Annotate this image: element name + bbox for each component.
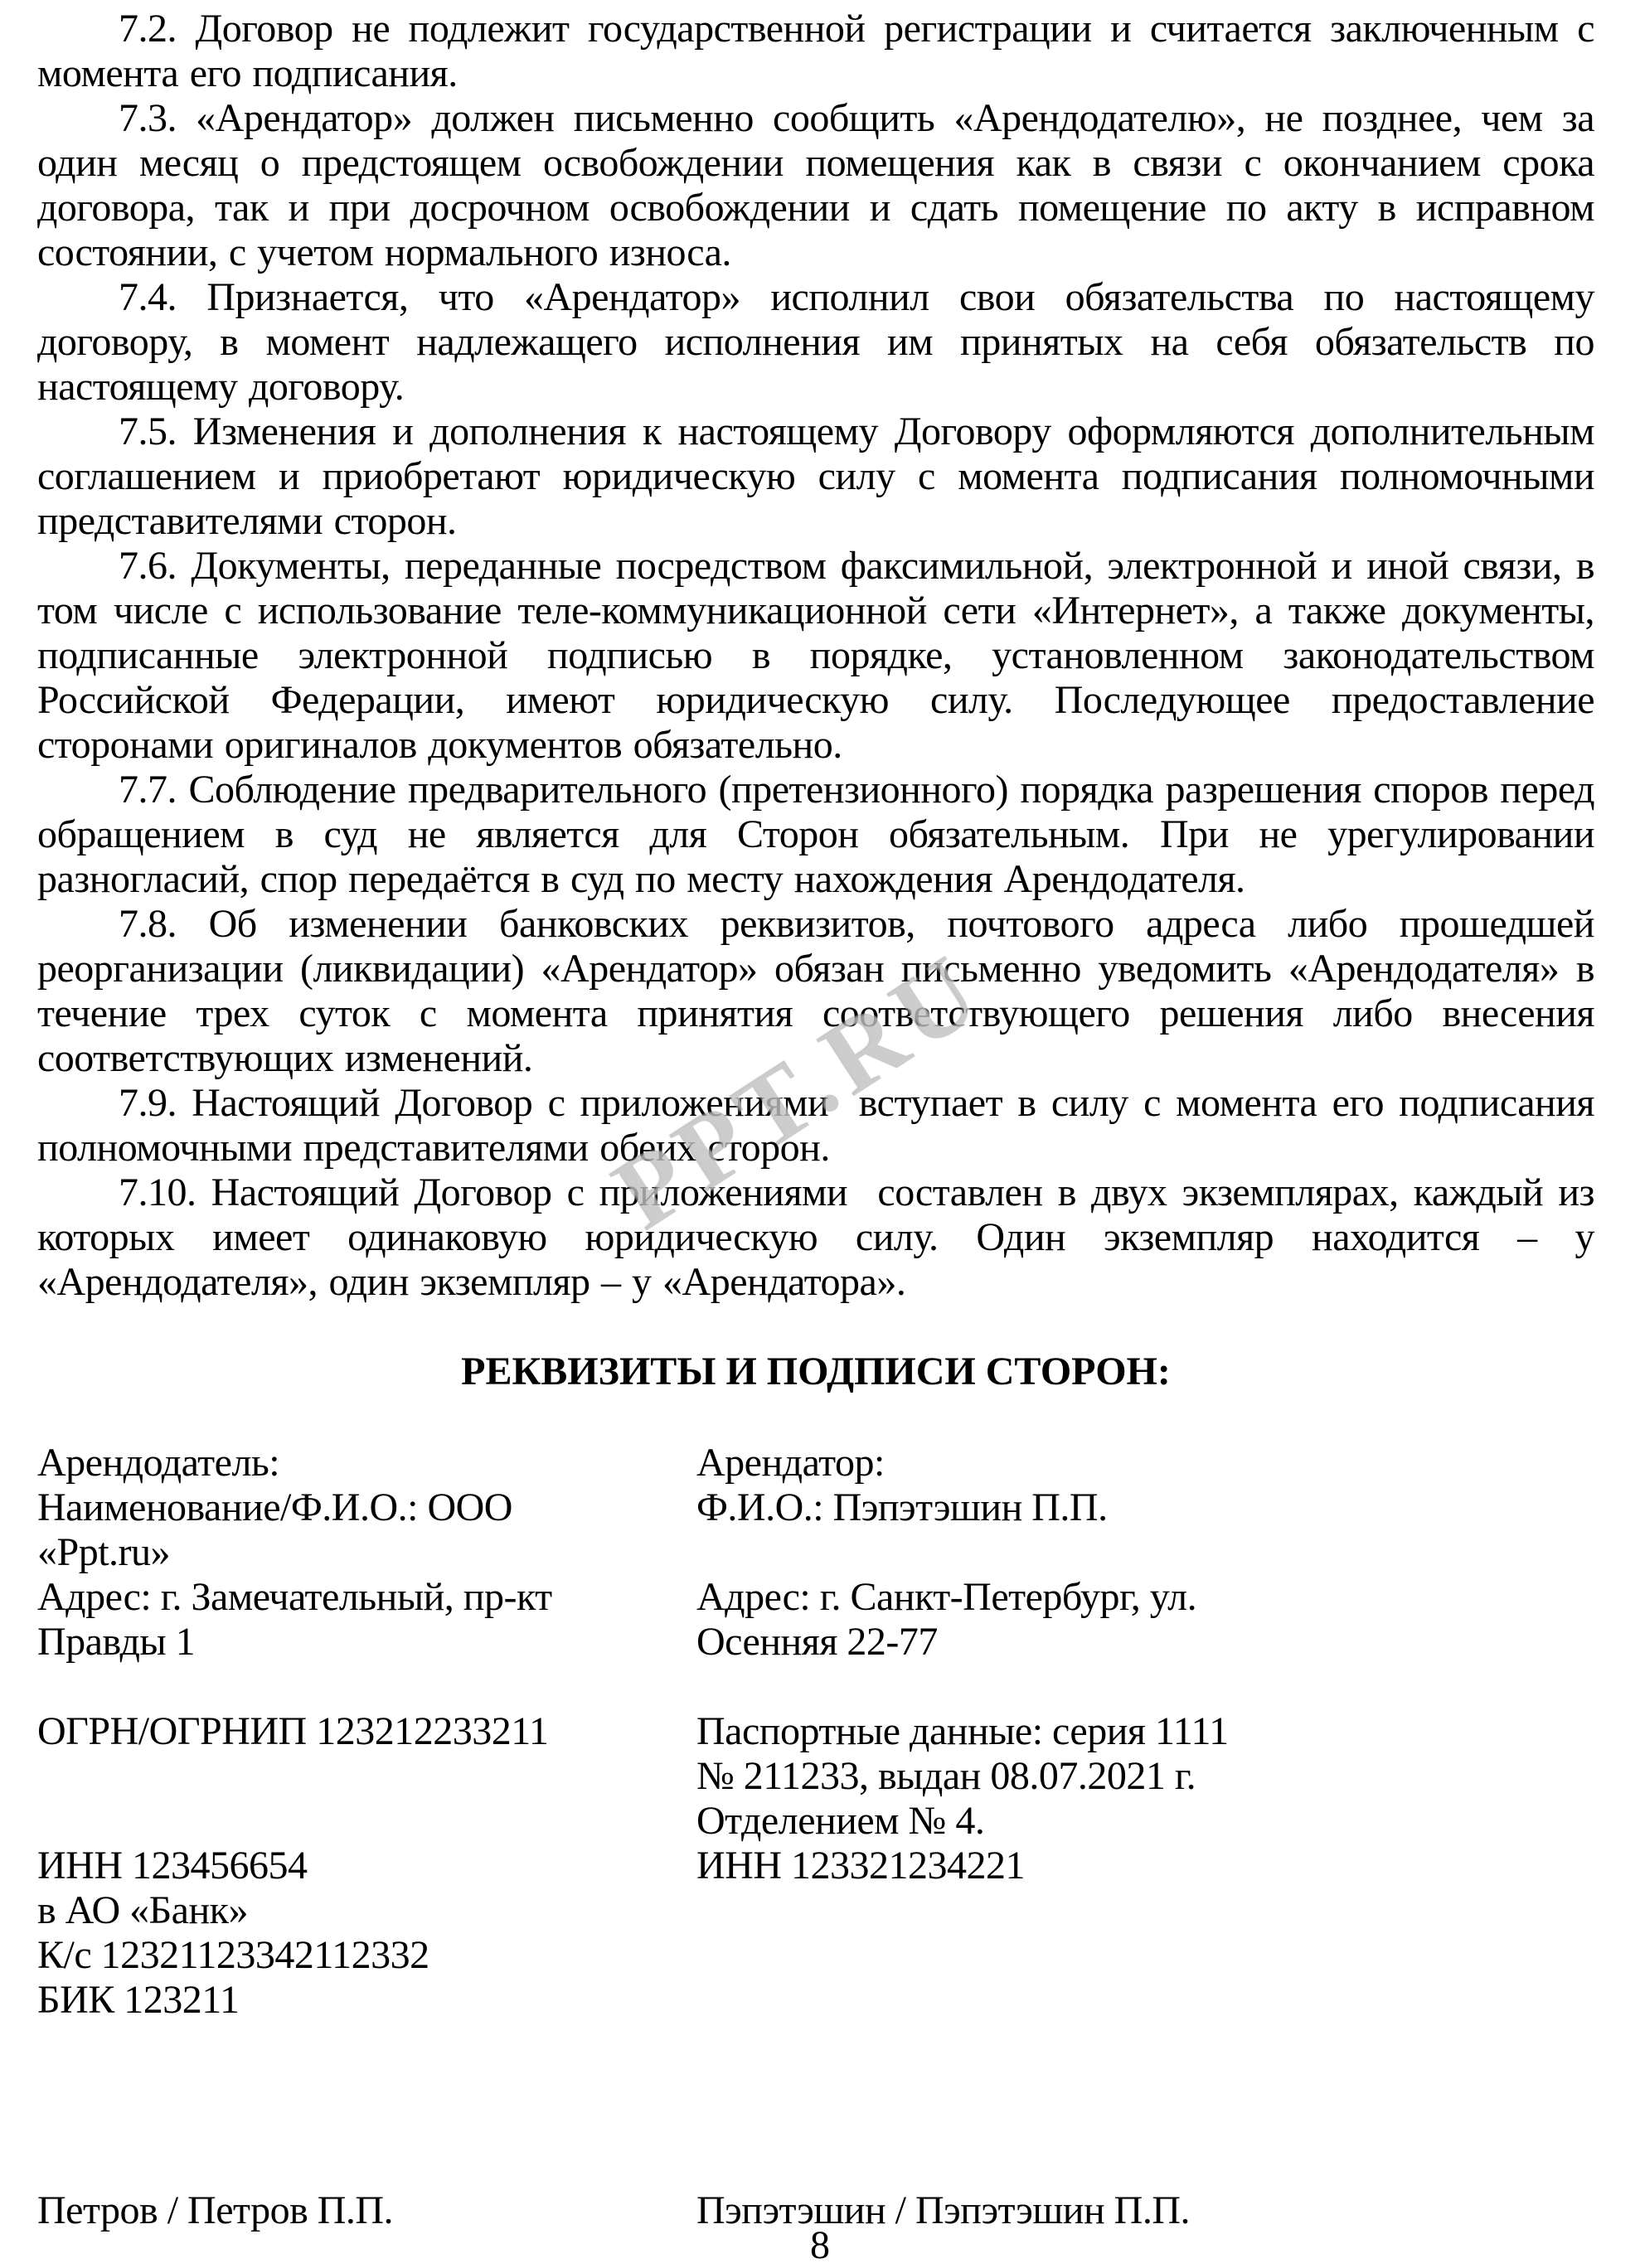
landlord-address-line-2: Правды 1 [37, 1620, 196, 1664]
landlord-name-line-2: «Ppt.ru» [37, 1530, 171, 1574]
blank-line [37, 1754, 696, 1799]
blank-line [696, 1665, 1594, 1709]
clause-7-10: 7.10. Настоящий Договор с приложениями составлен в двух экземплярах, каждый из которых имеет одинаковую юридическую силу. Один экземпляр находится – у «Арендодателя», один экземпляр – у «Арендатора». [37, 1170, 1594, 1304]
clause-7-9: 7.9. Настоящий Договор с приложениями вступает в силу с момента его подписания полномочными представителями обеих сторон. [37, 1081, 1594, 1170]
clause-7-8: 7.8. Об изменении банковских реквизитов, почтового адреса либо прошедшей реорганизации (ликвидации) «Арендатор» обязан письменно уведомить «Арендодателя» в течение трех суток с момента принятия соответствующего решения либо внесения соответствующих изменений. [37, 902, 1594, 1080]
clause-7-6: 7.6. Документы, переданные посредством факсимильной, электронной и иной связи, в том числе с использование теле-коммуникационной сети «Интернет», а также документы, подписанные электронной подписью в порядке, установленном законодательством Российской Федерации, имеют юридическую силу. Последующее предоставление сторонами оригиналов документов обязательно. [37, 544, 1594, 767]
blank-line [696, 1530, 1594, 1575]
landlord-inn: ИНН 123456654 [37, 1844, 308, 1888]
page-number: 8 [810, 2223, 830, 2267]
tenant-passport-line-1: Паспортные данные: серия 1111 [696, 1709, 1229, 1753]
landlord-bik: БИК 123211 [37, 1978, 240, 2022]
tenant-passport-line-3: Отделением № 4. [696, 1799, 985, 1843]
clause-7-5: 7.5. Изменения и дополнения к настоящему Договору оформляются дополнительным соглашением и приобретают юридическую силу с момента подписания полномочными представителями сторон. [37, 410, 1594, 543]
ppt-ru-watermark: PPT.RU [594, 930, 1004, 1252]
tenant-passport-line-2: № 211233, выдан 08.07.2021 г. [696, 1754, 1196, 1798]
requisites-section [37, 1441, 1594, 2023]
tenant-address-line-1: Адрес: г. Санкт-Петербург, ул. [696, 1575, 1197, 1619]
section-heading: РЕКВИЗИТЫ И ПОДПИСИ СТОРОН: [461, 1350, 1171, 1393]
tenant-name: Ф.И.О.: Пэпэтэшин П.П. [696, 1485, 1108, 1529]
landlord-label: Арендодатель: [37, 1441, 280, 1485]
blank-line [37, 1665, 696, 1709]
tenant-signature: Пэпэтэшин / Пэпэтэшин П.П. [696, 2188, 1190, 2232]
tenant-label: Арендатор: [696, 1441, 885, 1485]
clause-7-3: 7.3. «Арендатор» должен письменно сообщить «Арендодателю», не позднее, чем за один месяц о предстоящем освобождении помещения как в связи с окончанием срока договора, так и при досрочном освобождении и сдать помещение по акту в исправном состоянии, с учетом нормального износа. [37, 96, 1594, 274]
landlord-requisites [37, 1441, 696, 2023]
landlord-name-line-1: Наименование/Ф.И.О.: ООО [37, 1485, 512, 1529]
clause-7-4: 7.4. Признается, что «Арендатор» исполнил свои обязательства по настоящему договору, в момент надлежащего исполнения им принятых на себя обязательств по настоящему договору. [37, 275, 1594, 409]
landlord-bank: в АО «Банк» [37, 1888, 248, 1932]
tenant-address-line-2: Осенняя 22-77 [696, 1620, 938, 1664]
tenant-inn: ИНН 123321234221 [696, 1844, 1025, 1888]
landlord-signature: Петров / Петров П.П. [37, 2188, 394, 2232]
tenant-requisites [696, 1441, 1594, 2023]
blank-line [37, 1799, 696, 1844]
landlord-address-line-1: Адрес: г. Замечательный, пр-кт [37, 1575, 552, 1619]
clause-7-7: 7.7. Соблюдение предварительного (претензионного) порядка разрешения споров перед обращением в суд не является для Сторон обязательным. При не урегулировании разногласий, спор передаётся в суд по месту нахождения Арендодателя. [37, 768, 1594, 901]
landlord-corr-account: К/с 12321123342112332 [37, 1933, 429, 1977]
landlord-ogrn: ОГРН/ОГРНИП 123212233211 [37, 1709, 549, 1753]
clause-7-2: 7.2. Договор не подлежит государственной регистрации и считается заключенным с момента его подписания. [37, 7, 1594, 95]
